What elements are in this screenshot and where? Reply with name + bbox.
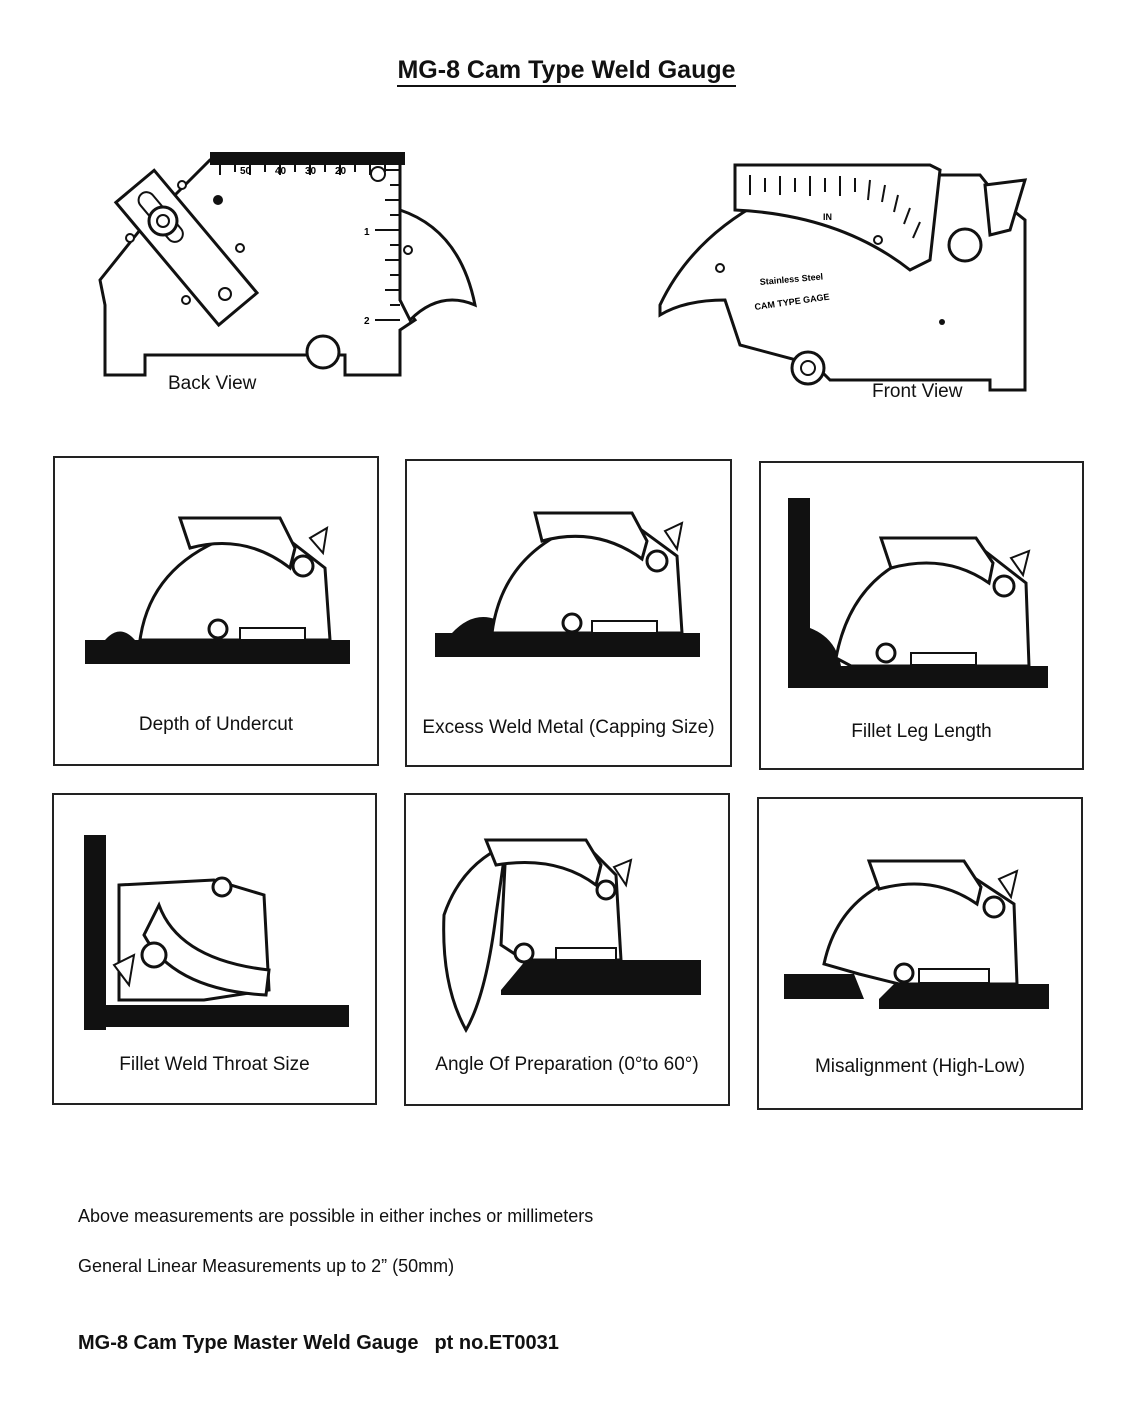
- panel-excess-weld-metal: [405, 459, 732, 767]
- back-scale-label: 50: [240, 166, 252, 177]
- panel-caption: Fillet Weld Throat Size: [119, 1054, 310, 1075]
- back-side-scale-label: 1: [364, 227, 370, 238]
- panel-caption: Angle Of Preparation (0°to 60°): [435, 1054, 699, 1075]
- back-scale-label: 40: [275, 166, 287, 177]
- panel-misalignment: [757, 797, 1083, 1110]
- panel-caption: Misalignment (High-Low): [814, 1056, 1026, 1077]
- front-gauge-text: CAM TYPE GAGE: [753, 291, 831, 312]
- back-scale-label: 20: [335, 166, 347, 177]
- panel-caption: Excess Weld Metal (Capping Size): [422, 717, 715, 738]
- note-units: Above measurements are possible in either inches or millimeters: [78, 1206, 594, 1226]
- panel-depth-of-undercut: [53, 456, 379, 766]
- panel-fillet-leg-length: [759, 461, 1084, 770]
- back-scale-label: 30: [305, 166, 317, 177]
- panel-caption: Fillet Leg Length: [851, 721, 992, 742]
- back-side-scale-label: 2: [364, 316, 370, 327]
- back-view-illustration: [80, 130, 500, 390]
- footer-product-name: MG-8 Cam Type Master Weld Gauge: [78, 1332, 419, 1354]
- document-title: MG-8 Cam Type Weld Gauge: [0, 56, 1133, 85]
- note-linear-measurements: General Linear Measurements up to 2” (50mm): [78, 1256, 455, 1276]
- panel-angle-of-preparation: [404, 793, 730, 1106]
- back-view-label: Back View: [168, 373, 257, 394]
- front-view-illustration: [640, 140, 1040, 400]
- front-unit-mark: IN: [823, 212, 832, 222]
- footer-part-number: pt no.ET0031: [434, 1332, 559, 1354]
- front-gauge-text: Stainless Steel: [759, 271, 824, 287]
- front-view-label: Front View: [872, 381, 963, 402]
- footer-product-line: [78, 1332, 559, 1355]
- panel-caption: Depth of Undercut: [138, 714, 294, 735]
- panel-fillet-weld-throat-size: [52, 793, 377, 1105]
